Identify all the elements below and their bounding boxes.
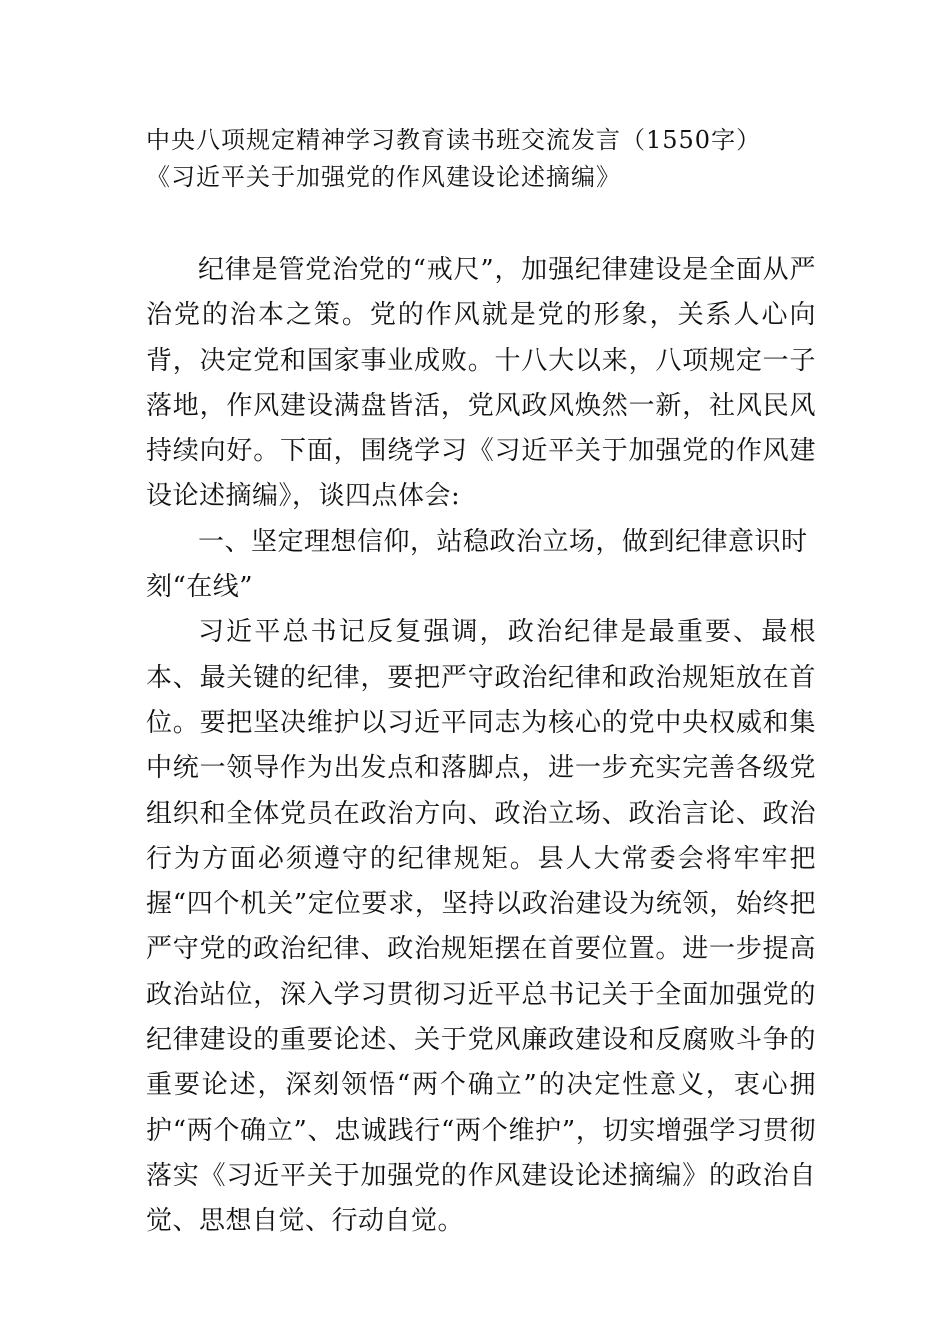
section-heading-1: 一、坚定理想信仰，站稳政治立场，做到纪律意识时刻“在线”: [146, 526, 808, 603]
section-paragraph-1: 习近平总书记反复强调，政治纪律是最重要、最根本、最关键的纪律，要把严守政治纪律和政治规矩放在首位。要把坚决维护以习近平同志为核心的党中央权威和集中统一领导作为出发点和落脚点，进一步充实完善各级党组织和全体党员在政治方向、政治立场、政治言论、政治行为方面必须遵守的纪律规矩。县人大常委会将牢牢把握“四个机关”定位要求，坚持以政治建设为统领，始终把严守党的政治纪律、政治规矩摆在首要位置。进一步提高政治站位，深入学习贯彻习近平总书记关于全面加强党的纪律建设的重要论述、关于党风廉政建设和反腐败斗争的重要论述，深刻领悟“两个确立”的决定性意义，衷心拥护“两个确立”、忠诚践行“两个维护”，切实增强学习贯彻落实《习近平关于加强党的作风建设论述摘编》的政治自觉、思想自觉、行动自觉。: [146, 617, 816, 1237]
title-block: [146, 122, 826, 196]
document-body: [146, 248, 816, 1245]
document-title: 中央八项规定精神学习教育读书班交流发言（1550字）: [146, 126, 762, 154]
document-subtitle: 《习近平关于加强党的作风建设论述摘编》: [146, 163, 621, 191]
intro-paragraph: 纪律是管党治党的“戒尺”，加强纪律建设是全面从严治党的治本之策。党的作风就是党的形象，关系人心向背，决定党和国家事业成败。十八大以来，八项规定一子落地，作风建设满盘皆活，党风政风焕然一新，社风民风持续向好。下面，围绕学习《习近平关于加强党的作风建设论述摘编》，谈四点体会:: [146, 255, 816, 512]
